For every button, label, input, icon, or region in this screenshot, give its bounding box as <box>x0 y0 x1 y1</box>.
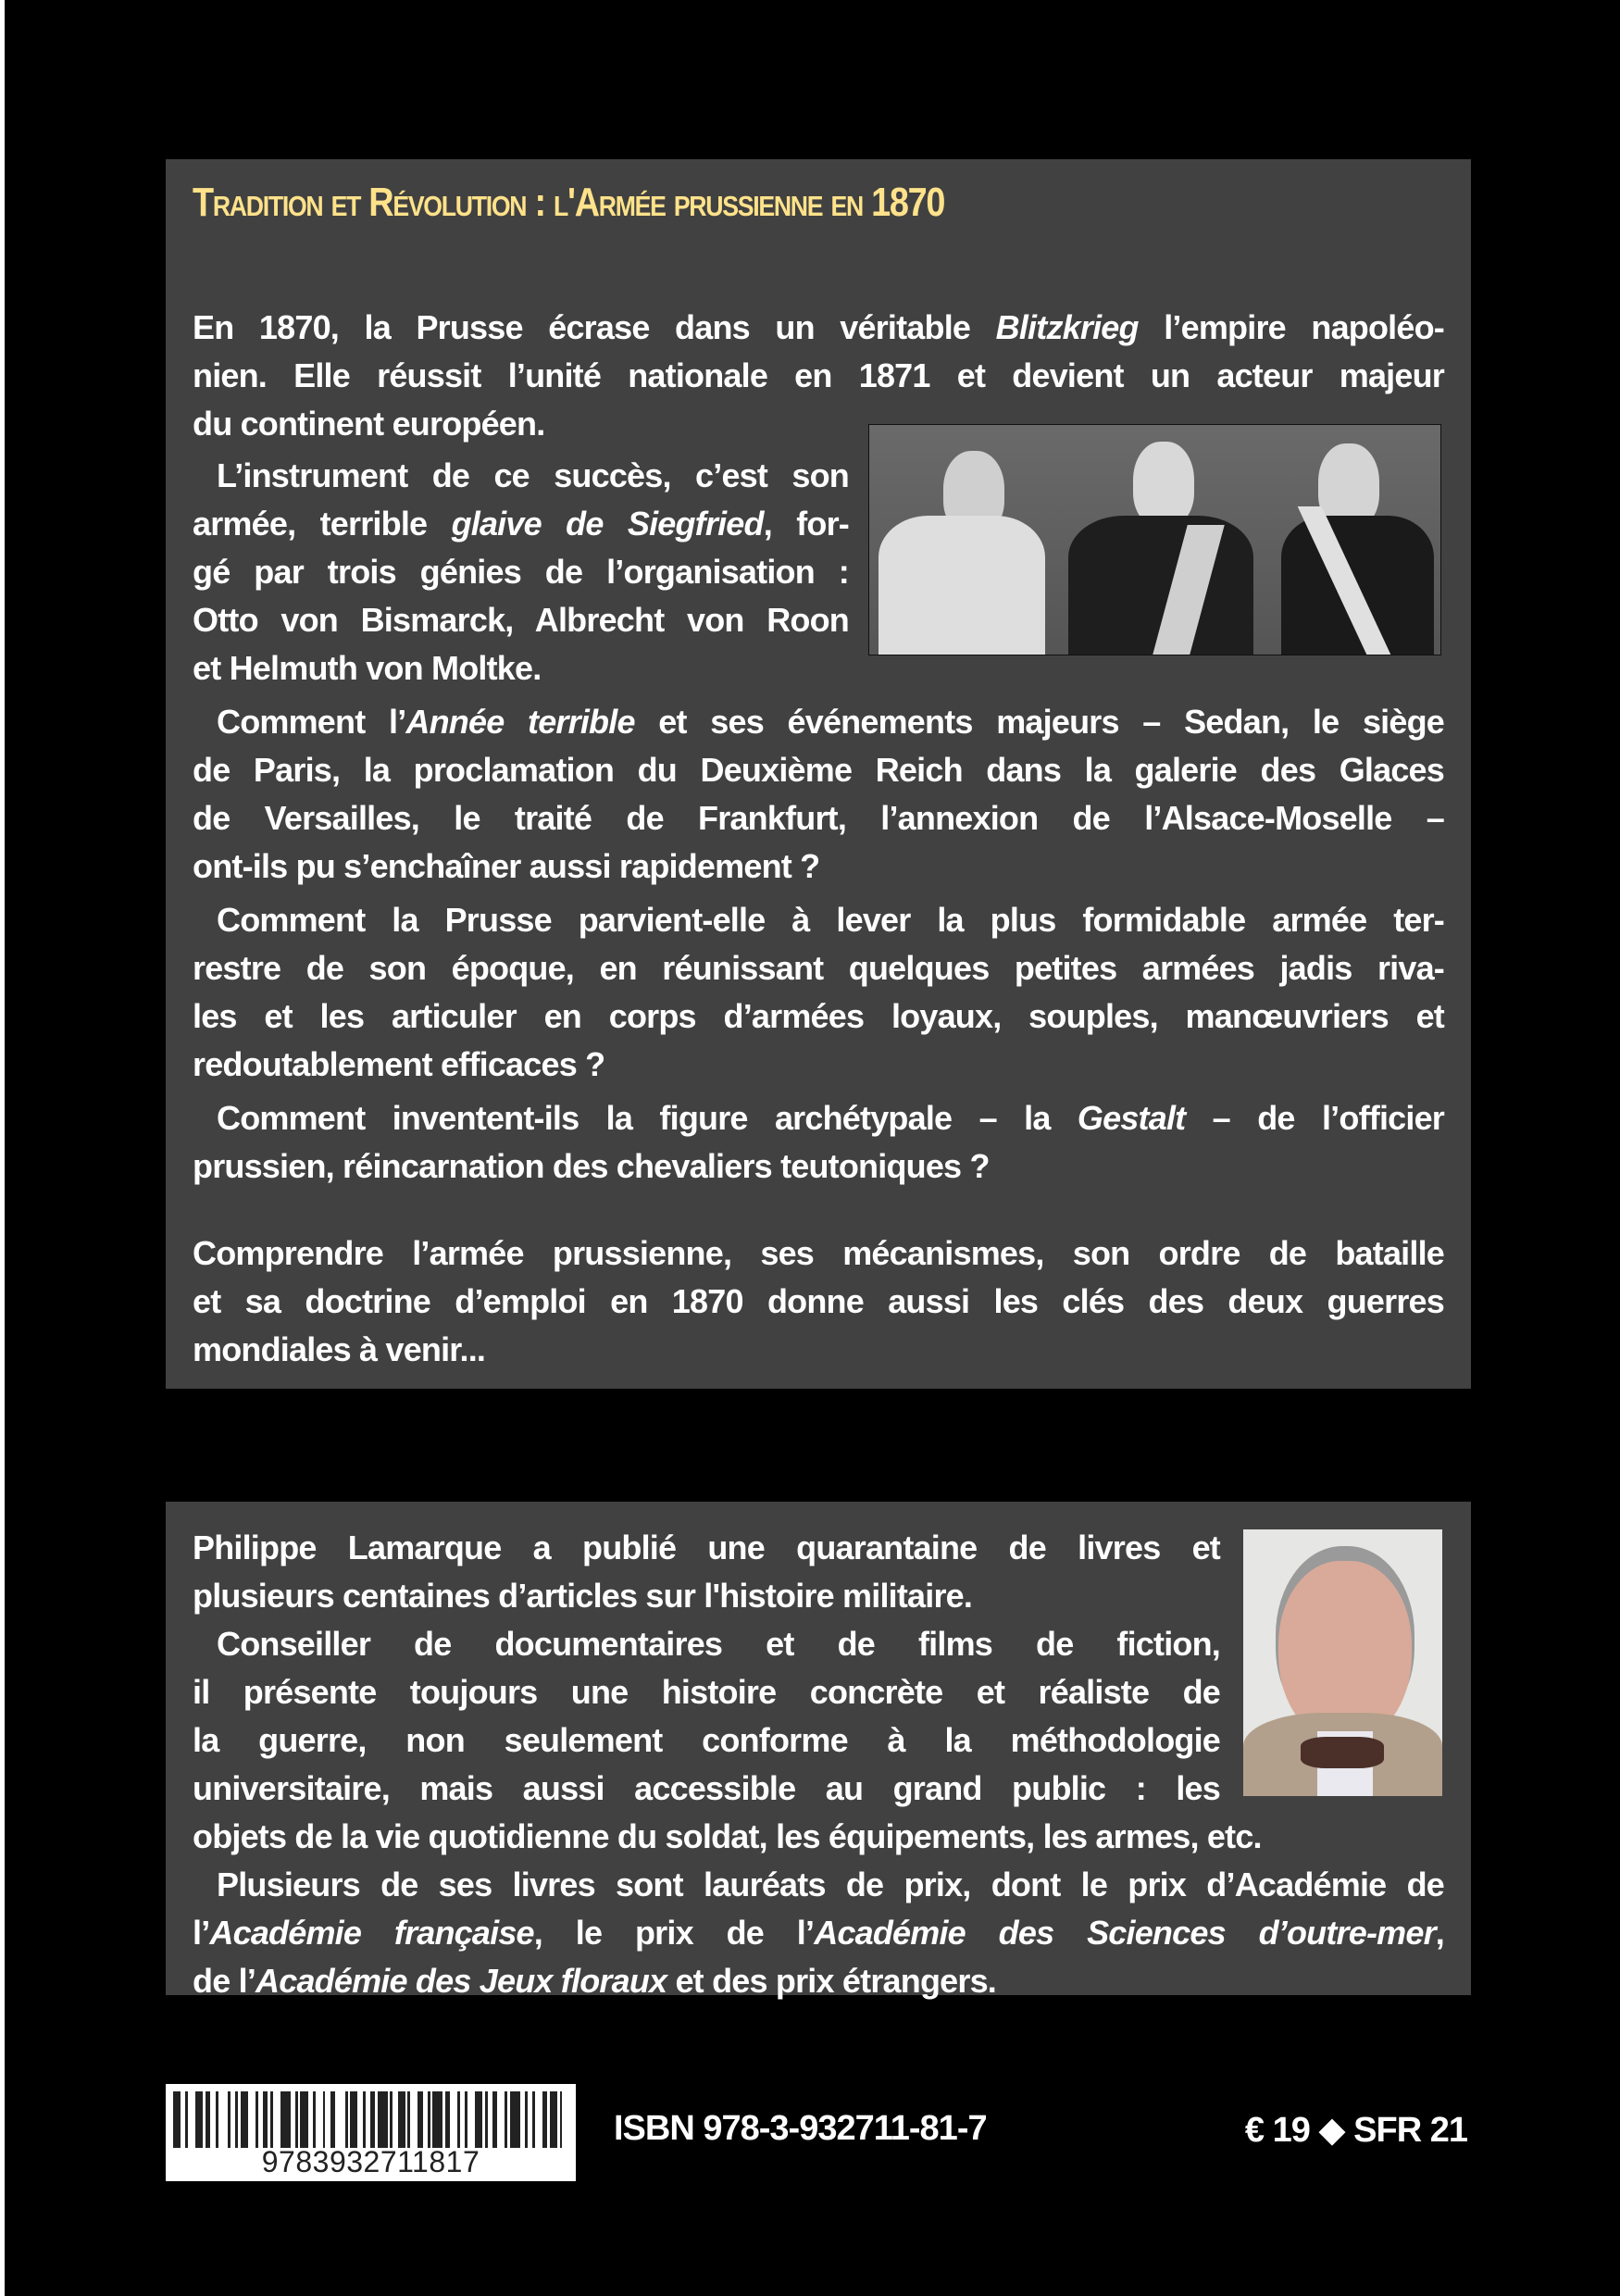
synopsis-line: Comment inventent-ils la figure archétypale – la Gestalt – de l’officier <box>217 1099 1444 1137</box>
synopsis-line: de Paris, la proclamation du Deuxième Reich dans la galerie des Glaces <box>193 751 1444 789</box>
author-line: Conseiller de documentaires et de films de fiction, <box>217 1625 1220 1663</box>
synopsis-line: Comprendre l’armée prussienne, ses mécanismes, son ordre de bataille <box>193 1234 1444 1272</box>
generals-portrait-photo <box>868 424 1441 655</box>
synopsis-line: Comment l’Année terrible et ses événements majeurs – Sedan, le siège <box>217 703 1444 741</box>
author-line: Plusieurs de ses livres sont lauréats de prix, dont le prix d’Académie de <box>217 1866 1444 1903</box>
synopsis-line: Comment la Prusse parvient-elle à lever la plus formidable armée ter- <box>217 901 1444 939</box>
synopsis-line: Otto von Bismarck, Albrecht von Roon <box>193 601 849 639</box>
page-edge <box>0 0 5 2296</box>
synopsis-line: ont-ils pu s’enchaîner aussi rapidement ? <box>193 847 820 885</box>
author-line: l’Académie française, le prix de l’Académie des Sciences d’outre-mer, <box>193 1914 1444 1952</box>
barcode-number: 9783932711817 <box>261 2145 480 2178</box>
synopsis-panel <box>166 159 1471 1389</box>
author-line: universitaire, mais aussi accessible au grand public : les <box>193 1769 1220 1807</box>
synopsis-line: du continent européen. <box>193 405 545 443</box>
synopsis-line: de Versailles, le traité de Frankfurt, l’annexion de l’Alsace-Moselle – <box>193 799 1444 837</box>
price-text: € 19 ◆ SFR 21 <box>1244 2111 1467 2150</box>
figure-roon <box>1068 432 1253 655</box>
synopsis-line: redoutablement efficaces ? <box>193 1045 605 1083</box>
barcode-bars <box>173 2091 568 2148</box>
synopsis-line: armée, terrible glaive de Siegfried, for- <box>193 505 849 543</box>
synopsis-line: et sa doctrine d’emploi en 1870 donne aussi les clés des deux guerres <box>193 1282 1444 1320</box>
synopsis-line: nien. Elle réussit l’unité nationale en 1871 et devient un acteur majeur <box>193 356 1444 394</box>
author-line: Philippe Lamarque a publié une quarantaine de livres et <box>193 1529 1220 1566</box>
author-line: plusieurs centaines d’articles sur l'histoire militaire. <box>193 1577 973 1615</box>
book-title: Tradition et Révolution : l'Armée prussienne en 1870 <box>193 180 945 225</box>
synopsis-line: mondiales à venir... <box>193 1330 486 1368</box>
isbn-barcode <box>166 2084 576 2181</box>
synopsis-line: L’instrument de ce succès, c’est son <box>217 456 849 494</box>
synopsis-line: gé par trois génies de l’organisation : <box>193 553 849 591</box>
synopsis-line: En 1870, la Prusse écrase dans un véritable Blitzkrieg l’empire napoléo- <box>193 308 1444 346</box>
author-line: la guerre, non seulement conforme à la méthodologie <box>193 1721 1220 1759</box>
synopsis-line: les et les articuler en corps d’armées loyaux, souples, manœuvriers et <box>193 997 1444 1035</box>
author-bio-panel <box>166 1502 1471 2000</box>
isbn-text: ISBN 978-3-932711-81-7 <box>614 2109 987 2148</box>
author-line: de l’Académie des Jeux floraux et des prix étrangers. <box>193 1962 997 2000</box>
figure-bismarck <box>879 442 1045 655</box>
author-photo <box>1243 1529 1442 1796</box>
author-line: objets de la vie quotidienne du soldat, les équipements, les armes, etc. <box>193 1817 1262 1855</box>
figure-moltke <box>1281 432 1434 655</box>
synopsis-line: et Helmuth von Moltke. <box>193 649 542 687</box>
synopsis-line: restre de son époque, en réunissant quelques petites armées jadis riva- <box>193 949 1444 987</box>
synopsis-line: prussien, réincarnation des chevaliers teutoniques ? <box>193 1147 990 1185</box>
author-line: il présente toujours une histoire concrète et réaliste de <box>193 1673 1220 1711</box>
